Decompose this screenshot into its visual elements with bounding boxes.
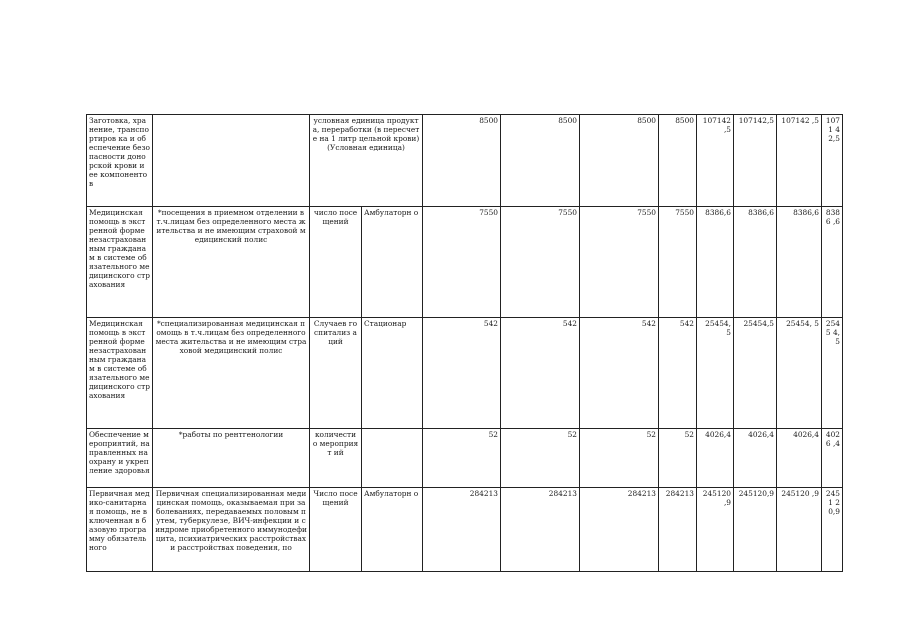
value-cell: 8386,6 [697,207,734,318]
value-cell: 245120 ,9 [697,488,734,572]
service-name: Первичная медико-санитарная помощь, не включенная в базовую программу обязательного [87,488,153,572]
service-description: *работы по рентгенологии [153,429,310,488]
value-cell: 8500 [501,115,580,207]
value-cell: 7550 [501,207,580,318]
care-condition: Амбулаторн о [362,488,423,572]
unit-of-measure: Случаев госпитализ аций [310,318,362,429]
value-cell: 2451 20,9 [822,488,843,572]
service-description [153,115,310,207]
table-row [87,429,843,488]
table-row [87,207,843,318]
value-cell: 7550 [659,207,697,318]
value-cell: 542 [659,318,697,429]
value-cell: 25454, 5 [777,318,822,429]
value-cell: 107142 ,5 [777,115,822,207]
service-description: *специализированная медицинская помощь в т.ч.лицам без определенного места жительства и не имеющим страховой медицинский полис [153,318,310,429]
value-cell: 8500 [423,115,501,207]
value-cell: 7550 [580,207,659,318]
value-cell: 52 [501,429,580,488]
value-cell: 8386,6 [777,207,822,318]
care-condition: Амбулаторн о [362,207,423,318]
value-cell: 245120,9 [734,488,777,572]
value-cell: 542 [423,318,501,429]
care-condition [362,429,423,488]
unit-of-measure: количести о мероприят ий [310,429,362,488]
table-row [87,115,843,207]
unit-of-measure: Число посещений [310,488,362,572]
value-cell: 284213 [659,488,697,572]
value-cell: 4026,4 [777,429,822,488]
value-cell: 107142 ,5 [697,115,734,207]
table-row [87,318,843,429]
value-cell: 8386 ,6 [822,207,843,318]
value-cell: 8500 [659,115,697,207]
value-cell: 4026,4 [697,429,734,488]
value-cell: 284213 [501,488,580,572]
unit-of-measure: число посещений [310,207,362,318]
table-row [87,488,843,572]
value-cell: 25454, 5 [697,318,734,429]
value-cell: 8500 [580,115,659,207]
unit-of-measure: условная единица продукта, переработки (в пересчете на 1 литр цельной крови) (Условная единица) [310,115,423,207]
value-cell: 245120 ,9 [777,488,822,572]
value-cell: 25454,5 [734,318,777,429]
service-description: *посещения в приемном отделении в т.ч.лицам без определенного места жительства и не имеющим страховой медицинский полис [153,207,310,318]
care-condition: Стационар [362,318,423,429]
service-description: Первичная специализированная медицинская помощь, оказываемая при заболеваниях, передаваемых половым путем, туберкулезе, ВИЧ-инфекции и синдроме приобретенного иммунодефицита, психиатрических расстройствах и расстройствах поведения, по [153,488,310,572]
value-cell: 542 [580,318,659,429]
value-cell: 4026,4 [734,429,777,488]
value-cell: 107142,5 [734,115,777,207]
value-cell: 4026 ,4 [822,429,843,488]
service-name: Медицинская помощь в экстренной форме незастрахован ным гражданам в системе обязательного медицинского страхования [87,207,153,318]
value-cell: 52 [580,429,659,488]
value-cell: 284213 [423,488,501,572]
service-name: Медицинская помощь в экстренной форме незастрахован ным гражданам в системе обязательного медицинского страхования [87,318,153,429]
value-cell: 2545 4,5 [822,318,843,429]
state-task-table [86,114,843,572]
value-cell: 52 [659,429,697,488]
service-name: Заготовка, хранение, транспортиров ка и обеспечение безопасности донорской крови и ее компонентов [87,115,153,207]
value-cell: 52 [423,429,501,488]
value-cell: 542 [501,318,580,429]
service-name: Обеспечение мероприятий, направленных на охрану и укрепление здоровья [87,429,153,488]
value-cell: 7550 [423,207,501,318]
value-cell: 284213 [580,488,659,572]
value-cell: 1071 42,5 [822,115,843,207]
value-cell: 8386,6 [734,207,777,318]
